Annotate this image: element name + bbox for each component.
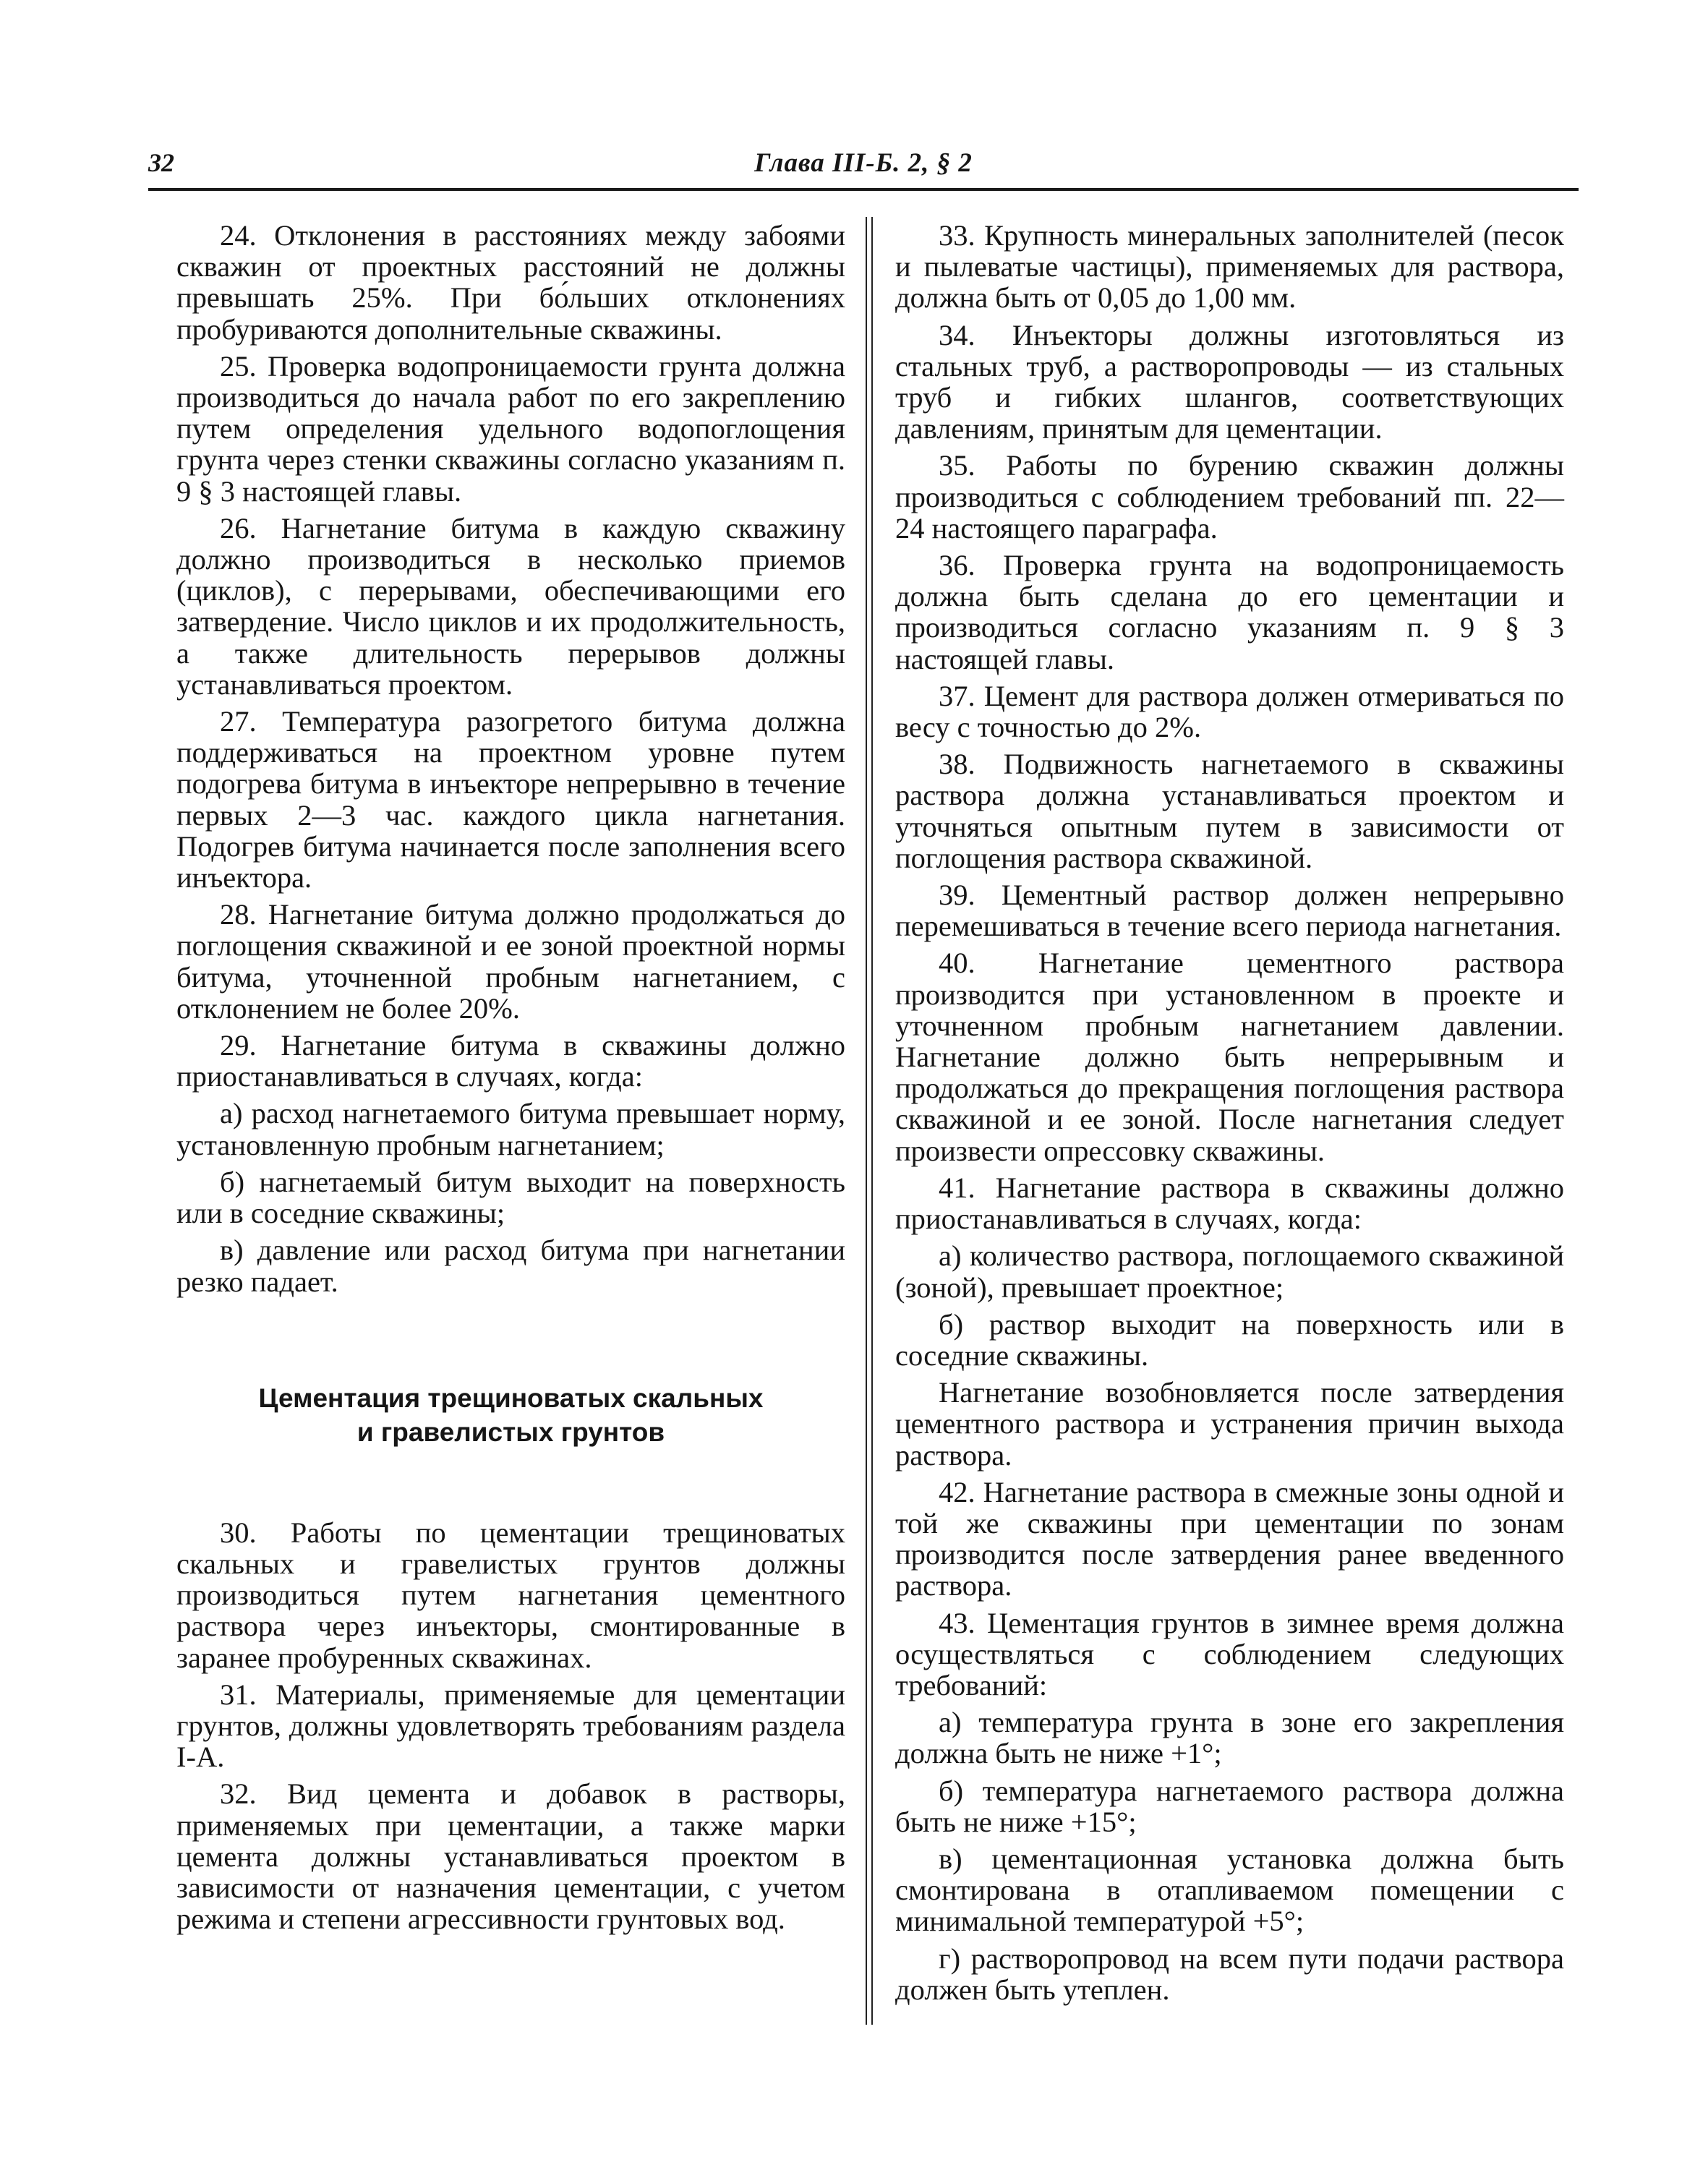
paragraph-33: 33. Крупность минеральных заполнителей (песок и пылеватые частицы), применяемых для раствора, должна быть от 0,05 до 1,00 мм. [895,219,1564,315]
paragraph-41a: а) количество раствора, поглощаемого скважиной (зоной), превышает проектное; [895,1239,1564,1304]
paragraph-38: 38. Подвижность нагнетаемого в скважины раствора должна устанавливаться проектом и уточняться опытным путем в зависимости от поглощения раствора скважиной. [895,748,1564,874]
column-divider-line [871,217,873,2025]
paragraph-43c: в) цементационная установка должна быть смонтирована в отапливаемом помещении с минимальной температурой +5°; [895,1842,1564,1938]
paragraph-29b: б) нагнетаемый битум выходит на поверхность или в соседние скважины; [176,1165,845,1230]
paragraph-32: 32. Вид цемента и добавок в растворы, применяемых при цементации, а также марки цемента должны устанавливаться проектом в зависимости от назначения цементации, с учетом режима и степени агрессивности грунтовых вод. [176,1777,845,1936]
paragraph-41: 41. Нагнетание раствора в скважины должно приостанавливаться в случаях, когда: [895,1171,1564,1236]
paragraph-43d: г) растворопровод на всем пути подачи раствора должен быть утеплен. [895,1942,1564,2006]
running-head: Глава III-Б. 2, § 2 [754,148,973,178]
paragraph-29c: в) давление или расход битума при нагнетании резко падает. [176,1234,845,1298]
paragraph-29a: а) расход нагнетаемого битума превышает норму, установленную пробным нагнетанием; [176,1097,845,1161]
paragraph-34: 34. Инъекторы должны изготовляться из стальных труб, а растворопроводы — из стальных труб и гибких шлангов, соответствующих давлениям, принятым для цементации. [895,318,1564,445]
section-title-line-2: и гравелистых грунтов [356,1417,665,1447]
paragraph-30: 30. Работы по цементации трещиноватых скальных и гравелистых грунтов должны производиться путем нагнетания цементного раствора через инъекторы, смонтированные в заранее пробуренных скважинах. [176,1516,845,1674]
page-header [148,148,1579,191]
paragraph-24: 24. Отклонения в расстояниях между забоями скважин от проектных расстояний не должны превышать 25%. При бо́льших отклонениях пробуриваются дополнительные скважины. [176,219,845,346]
column-divider-line [866,217,867,2025]
paragraph-40: 40. Нагнетание цементного раствора производится при установленном в проекте и уточненном пробным нагнетанием давлении. Нагнетание должно быть непрерывным и продолжаться до прекращения поглощения раствора скважиной и ее зоной. После нагнетания следует произвести опрессовку скважины. [895,947,1564,1167]
paragraph-35: 35. Работы по бурению скважин должны производиться с соблюдением требований пп. 22—24 настоящего параграфа. [895,449,1564,544]
right-column [895,220,1564,2011]
paragraph-41c: Нагнетание возобновляется после затвердения цементного раствора и устранения причин выхода раствора. [895,1376,1564,1472]
paragraph-43: 43. Цементация грунтов в зимнее время должна осуществляться с соблюдением следующих требований: [895,1606,1564,1701]
page-number: 32 [148,148,174,177]
paragraph-27: 27. Температура разогретого битума должна поддерживаться на проектном уровне путем подогрева битума в инъекторе непрерывно в течение первых 2—3 час. каждого цикла нагнетания. Подогрев битума начинается после заполнения всего инъектора. [176,705,845,894]
paragraph-26: 26. Нагнетание битума в каждую скважину должно производиться в несколько приемов (циклов), с перерывами, обеспечивающими его затвердение. Число циклов и их продолжительность, а также длительность перерывов должны устанавливаться проектом. [176,511,845,701]
paragraph-31: 31. Материалы, применяемые для цементации грунтов, должны удовлетворять требованиям раздела I-А. [176,1678,845,1774]
left-column [176,220,845,1940]
paragraph-43a: а) температура грунта в зоне его закрепления должна быть не ниже +1°; [895,1706,1564,1770]
paragraph-39: 39. Цементный раствор должен непрерывно перемешиваться в течение всего периода нагнетания. [895,879,1564,943]
section-title [176,1381,845,1449]
paragraph-41b: б) раствор выходит на поверхность или в соседние скважины. [895,1307,1564,1372]
paragraph-36: 36. Проверка грунта на водопроницаемость должна быть сделана до его цементации и производиться согласно указаниям п. 9 § 3 настоящей главы. [895,549,1564,675]
paragraph-25: 25. Проверка водопроницаемости грунта должна производиться до начала работ по его закреплению путем определения удельного водопоглощения грунта через стенки скважины согласно указаниям п. 9 § 3 настоящей главы. [176,349,845,508]
paragraph-37: 37. Цемент для раствора должен отмериваться по весу с точностью до 2%. [895,679,1564,744]
paragraph-29: 29. Нагнетание битума в скважины должно приостанавливаться в случаях, когда: [176,1029,845,1093]
paragraph-43b: б) температура нагнетаемого раствора должна быть не ниже +15°; [895,1774,1564,1838]
paragraph-28: 28. Нагнетание битума должно продолжаться до поглощения скважиной и ее зоной проектной нормы битума, уточненной пробным нагнетанием, с отклонением не более 20%. [176,898,845,1025]
section-title-line-1: Цементация трещиноватых скальных [258,1383,764,1413]
paragraph-42: 42. Нагнетание раствора в смежные зоны одной и той же скважины при цементации по зонам производится после затвердения ранее введенного раствора. [895,1475,1564,1602]
